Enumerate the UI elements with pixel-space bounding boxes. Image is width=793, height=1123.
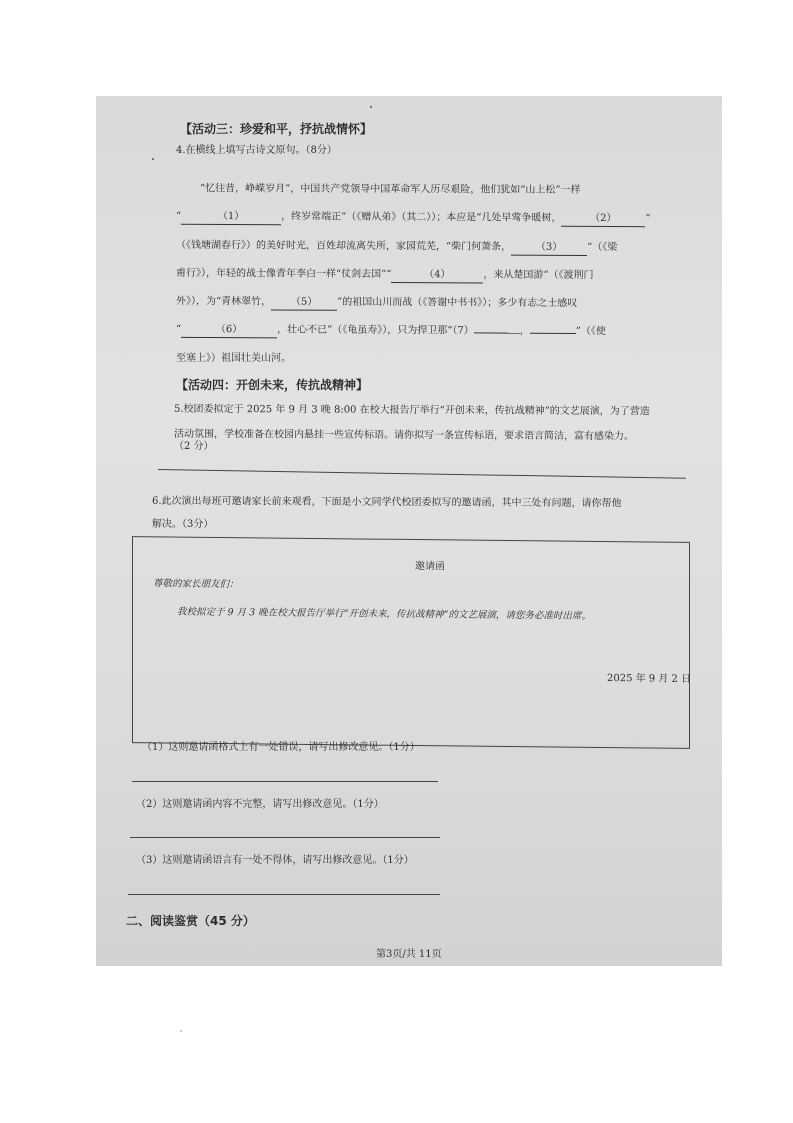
invitation-letter-box	[132, 536, 690, 749]
passage-line-3: （《钱塘湖春行》）的美好时光，百姓却流离失所，家园荒芜，“柴门何萧条， （3） ”（《梁	[176, 239, 617, 256]
subquestion-3: （3）这则邀请函语言有一处不得体，请写出修改意见。（1分）	[136, 855, 414, 866]
passage-line-2: “ （1） ，终岁常端正”（《赠从弟》（其二））；本应是“几处早莺争暖树， （2） ”	[176, 210, 651, 227]
question-5-line-1: 5.校团委拟定于 2025 年 9 月 3 晚 8:00 在校大报告厅举行“开创未来，传抗战精神”的文艺展演，为了营造	[173, 403, 650, 418]
activity3-title: 【活动三：珍爱和平，抒抗战情怀】	[180, 122, 373, 136]
invitation-title: 邀请函	[415, 561, 445, 573]
photographed-page	[96, 96, 722, 966]
section-2-heading: 二、阅读鉴赏（45 分）	[126, 914, 255, 928]
answer-line-sub1[interactable]	[132, 781, 438, 782]
question-5-line-2: 活动氛围，学校准备在校园内悬挂一些宣传标语。请你拟写一条宣传标语，要求语言简洁，富有感染力。	[173, 428, 635, 443]
activity4-title: 【活动四：开创未来，传抗战精神】	[176, 378, 369, 392]
passage-line-4: 甫行》），年轻的战士像青年李白一样“仗剑去国”“ （4） ，来从楚国游”（《渡荆门	[176, 267, 594, 284]
blank-2[interactable]: （2）	[561, 212, 645, 227]
blank-7a[interactable]	[474, 332, 520, 333]
blank-3[interactable]: （3）	[511, 241, 587, 256]
page-footer: 第3页/共 11页	[376, 949, 442, 960]
blank-7b[interactable]	[530, 333, 576, 334]
invitation-body: 我校拟定于 9 月 3 晚在校大报告厅举行“开创未来，传抗战精神”的文艺展演，请您务必准时出席。	[177, 606, 591, 622]
answer-line-q5[interactable]	[158, 469, 686, 479]
passage-line-5: 外》），为“青林翠竹， （5） ”的祖国山川而战（《答谢中书书》）；多少有志之士感叹	[175, 295, 578, 310]
subquestion-1: （1）这则邀请函格式上有一处错误，请写出修改意见。（1分）	[142, 742, 420, 753]
question-6-line-1: 6.此次演出每班可邀请家长前来观看，下面是小文同学代校团委拟写的邀请函，其中三处有问题，请你帮他	[151, 495, 622, 510]
blank-1[interactable]: （1）	[181, 210, 281, 226]
answer-line-sub3[interactable]	[128, 894, 440, 895]
question-6-line-2: 解决。（3分）	[152, 519, 214, 530]
blank-6[interactable]: （6）	[181, 323, 277, 339]
speck	[152, 158, 154, 160]
answer-line-sub2[interactable]	[130, 837, 440, 838]
blank-4[interactable]: （4）	[391, 268, 483, 283]
blank-5[interactable]: （5）	[271, 295, 337, 310]
invitation-salutation: 尊敬的家长朋友们：	[153, 578, 239, 591]
passage-line-7: 至塞上》）祖国壮美山河。	[176, 353, 291, 364]
speck	[180, 1030, 182, 1032]
subquestion-2: （2）这则邀请函内容不完整，请写出修改意见。（1分）	[136, 799, 384, 810]
passage-line-1: “忆往昔，峥嵘岁月”，中国共产党领导中国革命军人历尽艰险，他们犹如“山上松”一样	[199, 183, 581, 196]
passage-line-6: “ （6） ，壮心不已”（《龟虽寿》），只为捍卫那“（7） ， ”（《使	[175, 323, 606, 338]
speck	[370, 106, 372, 108]
question-5-score: （2 分）	[174, 441, 214, 452]
invitation-date: 2025 年 9 月 2 日	[607, 673, 692, 685]
question-4: 4.在横线上填写古诗文原句。（8分）	[176, 145, 337, 156]
